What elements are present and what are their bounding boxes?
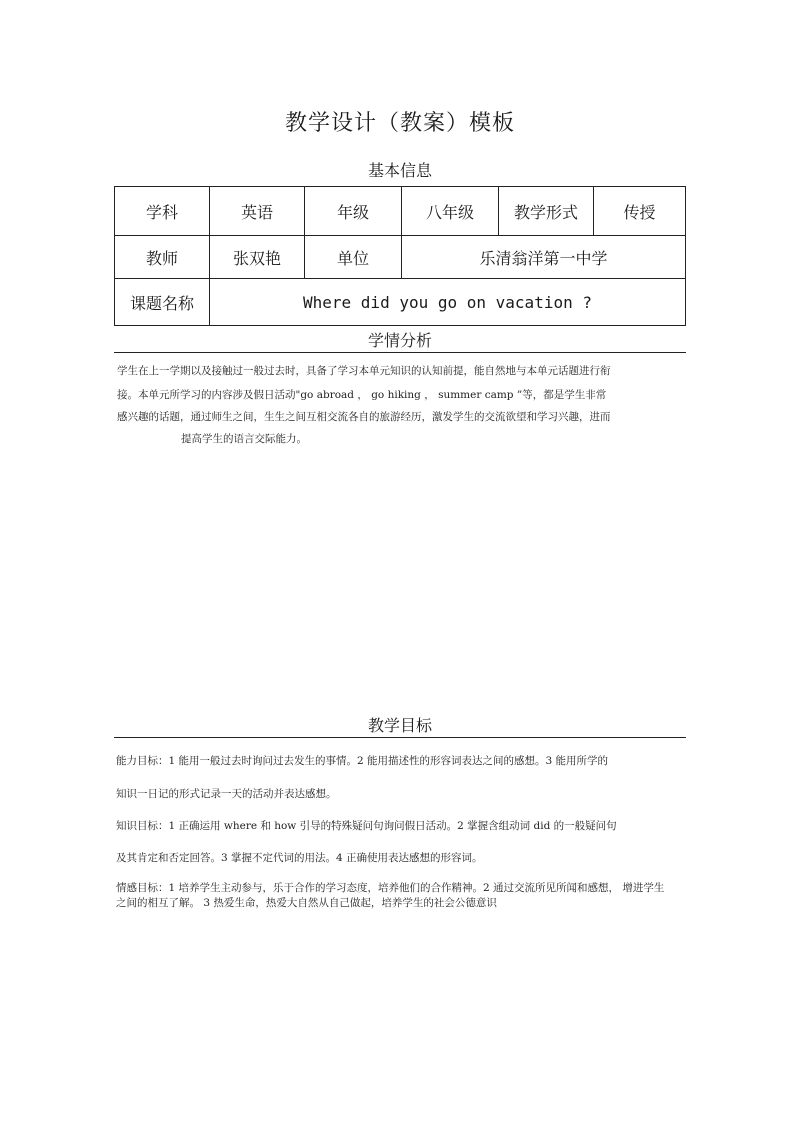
ability-objective-line: 知识一日记的形式记录一天的活动并表达感想。 <box>116 788 337 800</box>
subject-label: 学科 <box>115 187 210 236</box>
ability-objective-line: 能力目标：1 能用一般过去时询问过去发生的事情。2 能用描述性的形容词表达之间的感想。3 能用所学的 <box>116 755 609 767</box>
basic-info-caption: 基本信息 <box>367 161 432 180</box>
table-row <box>115 236 686 279</box>
analysis-line: 感兴趣的话题，通过师生之间，生生之间互相交流各自的旅游经历，激发学生的交流欲望和学习兴趣，进而 <box>117 411 611 423</box>
emotion-objective-line: 之间的相互了解。 3 热爱生命，热爱大自然从自己做起，培养学生的社会公德意识 <box>116 897 497 909</box>
grade-value: 八年级 <box>402 187 499 236</box>
grade-label: 年级 <box>305 187 402 236</box>
knowledge-objective-line: 知识目标：1 正确运用 where 和 how 引导的特殊疑问句询问假日活动。2 掌握含组动词 did 的一般疑问句 <box>116 820 617 832</box>
teacher-label: 教师 <box>115 236 210 279</box>
teacher-value: 张双艳 <box>210 236 305 279</box>
analysis-line: 提高学生的语言交际能力。 <box>181 433 307 445</box>
knowledge-objective-line: 及其肯定和否定回答。3 掌握不定代词的用法。4 正确使用表达感想的形容词。 <box>116 852 483 864</box>
topic-label: 课题名称 <box>115 279 210 326</box>
unit-value: 乐清翁洋第一中学 <box>402 236 686 279</box>
analysis-heading: 学情分析 <box>114 330 686 353</box>
basic-info-table <box>114 186 686 326</box>
analysis-line: 学生在上一学期以及接触过一般过去时，具备了学习本单元知识的认知前提，能自然地与本单元话题进行衔 <box>117 365 611 377</box>
page-title: 教学设计（教案）模板 <box>284 111 515 136</box>
topic-value: Where did you go on vacation ? <box>210 279 686 326</box>
form-label: 教学形式 <box>499 187 594 236</box>
table-row <box>115 279 686 326</box>
form-value: 传授 <box>594 187 686 236</box>
table-row <box>115 187 686 236</box>
subject-value: 英语 <box>210 187 305 236</box>
emotion-objective-line: 情感目标：1 培养学生主动参与，乐于合作的学习态度，培养他们的合作精神。2 通过交流所见所闻和感想， 增进学生 <box>116 882 665 894</box>
objectives-heading: 教学目标 <box>114 715 686 738</box>
unit-label: 单位 <box>305 236 402 279</box>
analysis-line: 接。本单元所学习的内容涉及假日活动"go abroad ， go hiking ， summer camp ”等，都是学生非常 <box>117 389 607 401</box>
